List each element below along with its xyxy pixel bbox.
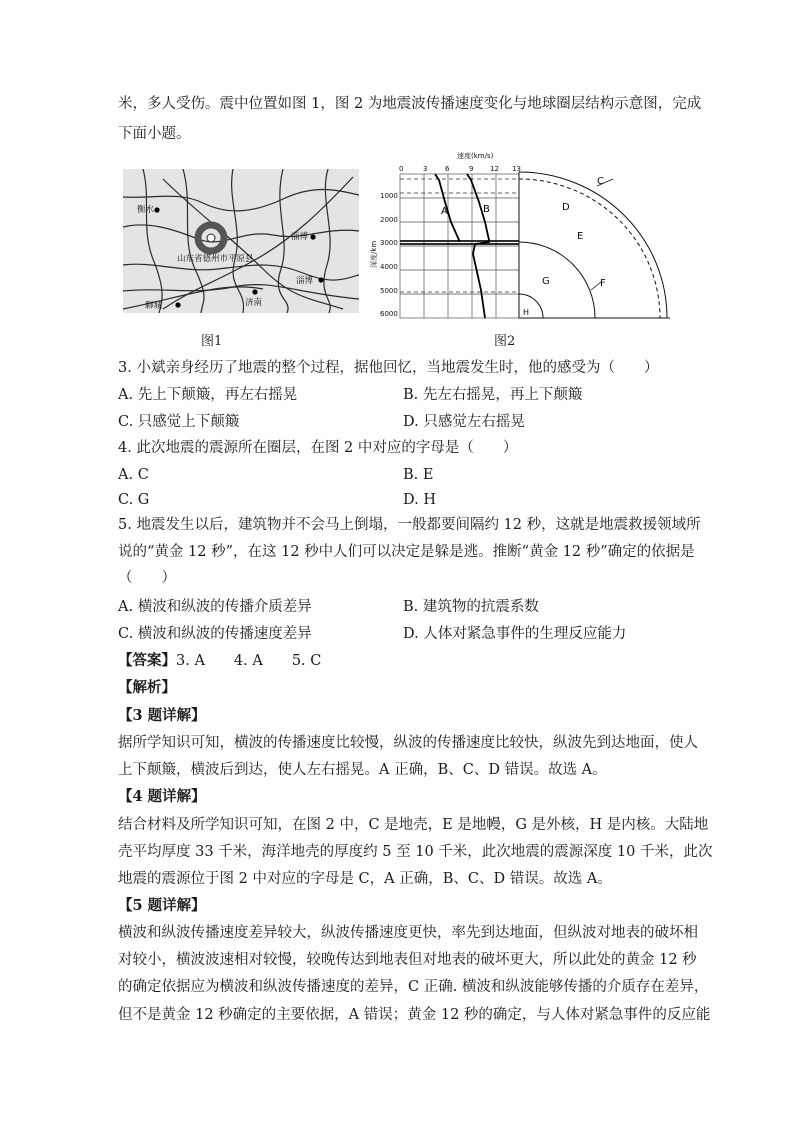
q5-option-a: A. 横波和纵波的传播介质差异	[118, 599, 312, 615]
depth-tick-2000: 2000	[380, 216, 398, 224]
figure1-caption: 图1	[201, 334, 223, 349]
detail5-line-3: 的确定依据应为横波和纵波传播速度的差异，C 正确. 横波和纵波能够传播的介质存在差异，	[118, 979, 709, 995]
detail4-line-1: 结合材料及所学知识可知，在图 2 中，C 是地壳，E 是地幔，G 是外核，H 是内核。大陆地	[118, 817, 709, 833]
city-dot-zibo	[318, 277, 323, 282]
q3-option-b: B. 先左右摇晃，再上下颠簸	[403, 387, 583, 403]
q5-stem-line-1: 5. 地震发生以后，建筑物并不会马上倒塌，一般都要间隔约 12 秒，这就是地震救援领域所	[118, 517, 701, 533]
figure2-caption: 图2	[494, 334, 516, 349]
q5-option-d: D. 人体对紧急事件的生理反应能力	[403, 626, 627, 642]
q4-stem: 4. 此次地震的震源所在圈层，在图 2 中对应的字母是（ ）	[118, 440, 518, 456]
detail4-title: 【4 题详解】	[118, 788, 206, 805]
label-zibo: 淄博	[296, 276, 314, 286]
analysis-label: 【解析】	[118, 679, 176, 696]
q5-stem-line-3: （ ）	[118, 570, 176, 586]
q4-option-d: D. H	[403, 492, 436, 508]
speed-tick-9: 9	[469, 165, 474, 173]
answer-label: 【答案】	[118, 652, 176, 669]
figure2-diagram	[365, 150, 685, 324]
detail3-line-2: 上下颠簸，横波后到达，使人左右摇晃。A 正确，B、C、D 错误。故选 A。	[118, 762, 607, 778]
speed-tick-6: 6	[445, 165, 450, 173]
earth-layers	[519, 172, 670, 318]
detail5-line-2: 对较小，横波波速相对较慢，较晚传达到地表但对地表的破坏更大，所以此处的黄金 12 秒	[118, 952, 697, 968]
label-dezhou: 山东省德州市平原县	[177, 254, 254, 264]
speed-tick-0: 0	[399, 165, 404, 173]
layer-label-f: F	[600, 278, 606, 289]
map-background	[123, 169, 359, 313]
depth-axis-label: 深度/km	[370, 240, 378, 268]
detail5-line-1: 横波和纵波传播速度差异较大，纵波传播速度更快，率先到达地面，但纵波对地表的破坏相	[118, 925, 698, 941]
detail5-title: 【5 题详解】	[118, 897, 206, 914]
q5-option-b: B. 建筑物的抗震系数	[403, 599, 539, 615]
detail5-line-4: 但不是黄金 12 秒确定的主要依据，A 错误；黄金 12 秒的确定，与人体对紧急事件的反应能	[118, 1007, 711, 1023]
speed-tick-13: 13	[512, 165, 521, 173]
answer-text: 3. A 4. A 5. C	[176, 653, 322, 669]
layer-label-d: D	[562, 202, 570, 213]
depth-tick-3000: 3000	[380, 239, 398, 247]
curve-b-label: B	[483, 204, 490, 215]
q4-option-b: B. E	[403, 467, 434, 483]
depth-tick-4000: 4000	[380, 263, 398, 271]
layer-label-c: C	[597, 176, 604, 187]
depth-tick-5000: 5000	[380, 287, 398, 295]
q3-option-d: D. 只感觉左右摇晃	[403, 414, 525, 430]
detail4-line-3: 地震的震源位于图 2 中对应的字母是 C，A 正确，B、C、D 错误。故选 A。	[118, 871, 612, 887]
answer-row	[118, 651, 321, 671]
city-dot-jinan	[252, 289, 257, 294]
label-binzhou: 淄博	[291, 232, 309, 242]
layer-label-g: G	[542, 276, 550, 287]
label-liaocheng: 聊城	[145, 301, 163, 311]
speed-tick-12: 12	[490, 165, 499, 173]
depth-tick-1000: 1000	[380, 192, 398, 200]
q3-stem: 3. 小斌亲身经历了地震的整个过程，据他回忆，当地震发生时，他的感受为（ ）	[118, 360, 659, 376]
chart-grid	[400, 174, 519, 318]
intro-line-2: 下面小题。	[118, 126, 191, 142]
speed-tick-3: 3	[423, 165, 428, 173]
intro-line-1: 米，多人受伤。震中位置如图 1，图 2 为地震波传播速度变化与地球圈层结构示意图，完成	[118, 96, 702, 112]
q5-stem-line-2: 说的“黄金 12 秒”，在这 12 秒中人们可以决定是躲是逃。推断“黄金 12 秒”确定的依据是	[118, 544, 695, 560]
figure1-map	[123, 169, 359, 313]
layer-label-h: H	[523, 308, 530, 317]
curve-a-label: A	[441, 206, 448, 217]
q3-option-a: A. 先上下颠簸，再左右摇晃	[118, 387, 298, 403]
depth-tick-6000: 6000	[380, 310, 398, 318]
q3-option-c: C. 只感觉上下颠簸	[118, 414, 240, 430]
detail3-title: 【3 题详解】	[118, 707, 206, 724]
city-dot-liaocheng	[175, 302, 180, 307]
label-hengshui: 衡水	[137, 205, 155, 215]
detail4-line-2: 壳平均厚度 33 千米，海洋地壳的厚度约 5 至 10 千米，此次地震的震源深度 10 千米，此次	[118, 844, 713, 860]
q5-option-c: C. 横波和纵波的传播速度差异	[118, 626, 312, 642]
label-jinan: 济南	[245, 298, 263, 308]
city-dot-binzhou	[310, 234, 315, 239]
q4-option-c: C. G	[118, 492, 150, 508]
detail3-line-1: 据所学知识可知，横波的传播速度比较慢，纵波的传播速度比较快，纵波先到达地面，使人	[118, 735, 698, 751]
city-dot-hengshui	[154, 207, 159, 212]
layer-label-e: E	[577, 231, 584, 242]
speed-axis-label: 速度(km/s)	[457, 152, 494, 160]
q4-option-a: A. C	[118, 467, 149, 483]
